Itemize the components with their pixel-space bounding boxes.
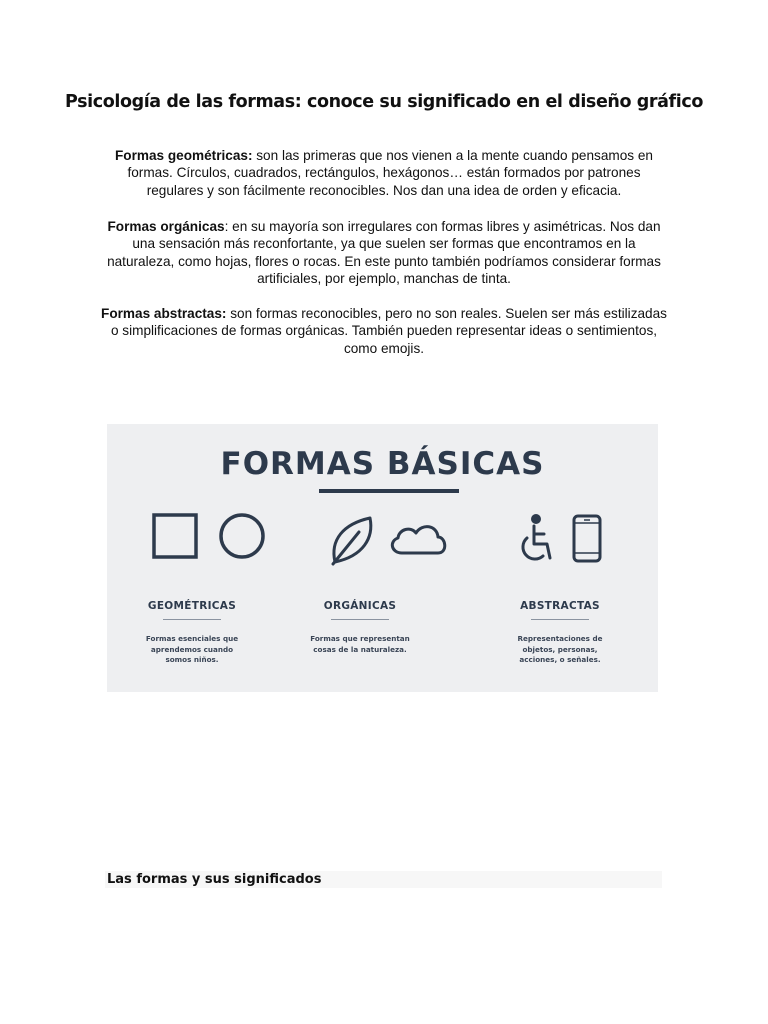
abstract-icons — [475, 508, 645, 568]
column-description: Representaciones de objetos, personas, acciones, o señales. — [517, 634, 603, 664]
wheelchair-icon — [523, 516, 550, 560]
title-underline — [319, 489, 459, 493]
column-abstract — [475, 508, 645, 688]
column-description: Formas que representan cosas de la naturaleza. — [310, 634, 410, 654]
organic-icons — [275, 508, 475, 568]
smartphone-icon — [574, 516, 600, 561]
section-heading-bar — [105, 871, 662, 888]
section-heading: Las formas y sus significados — [107, 872, 322, 887]
paragraph-label: Formas geométricas: — [114, 148, 253, 163]
column-separator — [163, 619, 221, 620]
leaf-icon — [333, 518, 371, 564]
column-description: Formas esenciales que aprendemos cuando somos niños. — [145, 634, 239, 664]
column-separator — [531, 619, 589, 620]
column-geometric — [107, 508, 277, 688]
circle-icon — [221, 515, 263, 557]
column-separator — [331, 619, 389, 620]
infographic-title: FORMAS BÁSICAS — [220, 446, 545, 482]
cloud-icon — [392, 527, 444, 553]
column-label: ABSTRACTAS — [520, 600, 600, 612]
column-label: ORGÁNICAS — [323, 600, 397, 612]
square-icon — [154, 515, 196, 557]
paragraph-text: son las primeras que nos vienen a la mente cuando pensamos en formas. Círculos, cuadrados, rectángulos, hexágonos… están formados por patrones regulares y son fácilmente reconocibles. Nos dan una idea de orden y eficacia. — [127, 148, 653, 198]
paragraph-abstract-shapes — [100, 305, 668, 357]
paragraph-label: Formas abstractas: — [101, 306, 227, 321]
paragraph-geometric-shapes — [100, 147, 668, 199]
column-label: GEOMÉTRICAS — [147, 600, 237, 612]
column-organic — [275, 508, 445, 688]
paragraph-text: son formas reconocibles, pero no son reales. Suelen ser más estilizadas o simplificaciones de formas orgánicas. También pueden representar ideas o sentimientos, como emojis. — [110, 306, 667, 356]
paragraph-text: : en su mayoría son irregulares con formas libres y asimétricas. Nos dan una sensación más reconfortante, ya que suelen ser formas que encontramos en la naturaleza, como hojas, flores o rocas. En este punto también podríamos considerar formas artificiales, por ejemplo, manchas de tinta. — [107, 219, 661, 286]
paragraph-label: Formas orgánicas — [107, 219, 225, 234]
page-title: Psicología de las formas: conoce su significado en el diseño gráfico — [65, 92, 703, 112]
paragraph-organic-shapes — [100, 218, 668, 287]
basic-shapes-infographic — [107, 424, 658, 692]
geometric-icons — [107, 508, 277, 568]
